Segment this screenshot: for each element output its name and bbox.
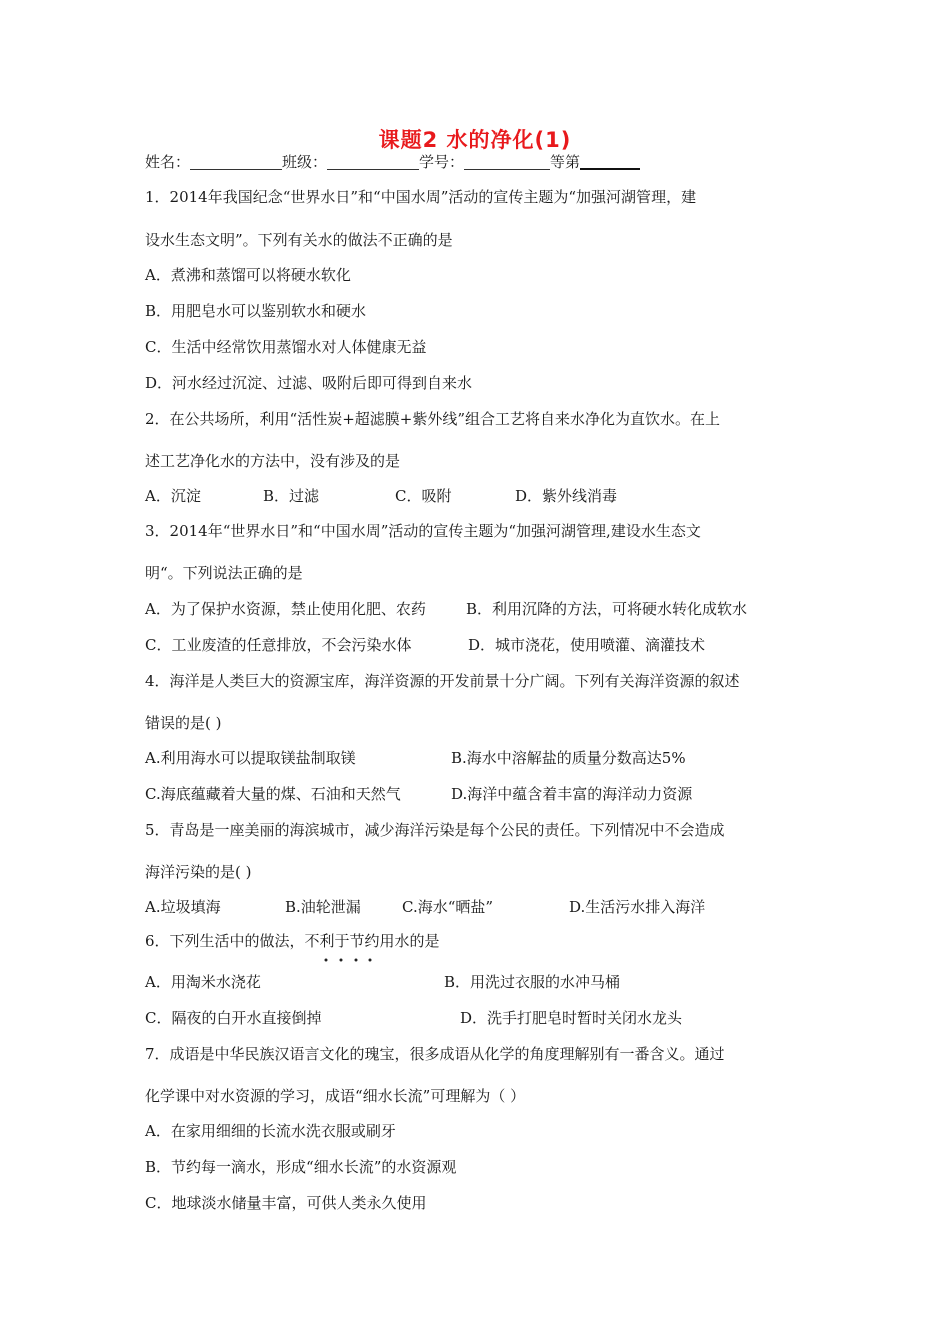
question-3-option-c: C．工业废渣的任意排放，不会污染水体 <box>145 636 412 654</box>
question-7-option-a: A．在家用细细的长流水洗衣服或刷牙 <box>145 1122 396 1140</box>
grade-blank <box>580 152 640 170</box>
question-4-option-c: C.海底蕴藏着大量的煤、石油和天然气 <box>145 785 401 803</box>
question-1-line-1: 1．2014年我国纪念“世界水日”和“中国水周”活动的宣传主题为“加强河湖管理，建 <box>145 188 697 206</box>
question-3-line-2: 明“。下列说法正确的是 <box>145 564 303 582</box>
question-6-option-a: A．用淘米水浇花 <box>145 973 261 991</box>
question-6-line-1: 6．下列生活中的做法，不利于节约用水的是 <box>145 932 440 950</box>
question-2-option-a: A．沉淀 <box>145 487 201 505</box>
student-info-row <box>145 152 640 172</box>
question-5-option-a: A.垃圾填海 <box>145 898 221 916</box>
question-5-option-b: B.油轮泄漏 <box>285 898 361 916</box>
question-1-option-b: B．用肥皂水可以鉴别软水和硬水 <box>145 302 367 320</box>
question-4-line-2: 错误的是( ) <box>145 714 222 732</box>
question-7-line-2: 化学课中对水资源的学习，成语“细水长流”可理解为（ ） <box>145 1087 526 1105</box>
question-3-option-b: B．利用沉降的方法，可将硬水转化成软水 <box>466 600 748 618</box>
question-6-option-d: D．洗手打肥皂时暂时关闭水龙头 <box>460 1009 683 1027</box>
question-2-option-b: B．过滤 <box>263 487 320 505</box>
question-3-option-d: D．城市浇花，使用喷灌、滴灌技术 <box>468 636 706 654</box>
question-2-line-2: 述工艺净化水的方法中，没有涉及的是 <box>145 452 401 470</box>
grade-label: 等第 <box>550 153 581 171</box>
question-1-option-d: D．河水经过沉淀、过滤、吸附后即可得到自来水 <box>145 374 473 392</box>
question-5-option-c: C.海水“晒盐” <box>402 898 494 916</box>
question-4-option-d: D.海洋中蕴含着丰富的海洋动力资源 <box>451 785 693 803</box>
name-blank <box>190 153 282 170</box>
page-title: 课题2 水的净化(1) <box>378 128 572 152</box>
number-label: 学号： <box>419 153 465 171</box>
question-7-line-1: 7．成语是中华民族汉语言文化的瑰宝，很多成语从化学的角度理解别有一番含义。通过 <box>145 1045 725 1063</box>
name-label: 姓名： <box>145 153 191 171</box>
question-6-option-c: C．隔夜的白开水直接倒掉 <box>145 1009 322 1027</box>
question-6-option-b: B．用洗过衣服的水冲马桶 <box>444 973 621 991</box>
question-1-line-2: 设水生态文明”。下列有关水的做法不正确的是 <box>145 231 453 249</box>
question-5-line-2: 海洋污染的是( ) <box>145 863 252 881</box>
question-2-line-1: 2．在公共场所，利用“活性炭+超滤膜+紫外线”组合工艺将自来水净化为直饮水。在上 <box>145 410 721 428</box>
question-1-option-c: C．生活中经常饮用蒸馏水对人体健康无益 <box>145 338 427 356</box>
question-2-option-c: C．吸附 <box>395 487 452 505</box>
question-4-line-1: 4．海洋是人类巨大的资源宝库，海洋资源的开发前景十分广阔。下列有关海洋资源的叙述 <box>145 672 740 690</box>
question-1-option-a: A．煮沸和蒸馏可以将硬水软化 <box>145 266 351 284</box>
class-blank <box>327 153 419 170</box>
question-3-option-a: A．为了保护水资源，禁止使用化肥、农药 <box>145 600 426 618</box>
number-blank <box>464 153 550 170</box>
question-7-option-c: C．地球淡水储量丰富，可供人类永久使用 <box>145 1194 427 1212</box>
question-5-line-1: 5．青岛是一座美丽的海滨城市，减少海洋污染是每个公民的责任。下列情况中不会造成 <box>145 821 725 839</box>
question-2-option-d: D．紫外线消毒 <box>515 487 618 505</box>
question-5-option-d: D.生活污水排入海洋 <box>569 898 706 916</box>
question-7-option-b: B．节约每一滴水，形成“细水长流”的水资源观 <box>145 1158 457 1176</box>
emphasis-dots <box>322 948 372 954</box>
question-3-line-1: 3．2014年“世界水日”和“中国水周”活动的宣传主题为“加强河湖管理,建设水生态文 <box>145 522 701 540</box>
class-label: 班级： <box>282 153 328 171</box>
question-4-option-b: B.海水中溶解盐的质量分数高达5% <box>451 749 686 767</box>
question-4-option-a: A.利用海水可以提取镁盐制取镁 <box>145 749 356 767</box>
